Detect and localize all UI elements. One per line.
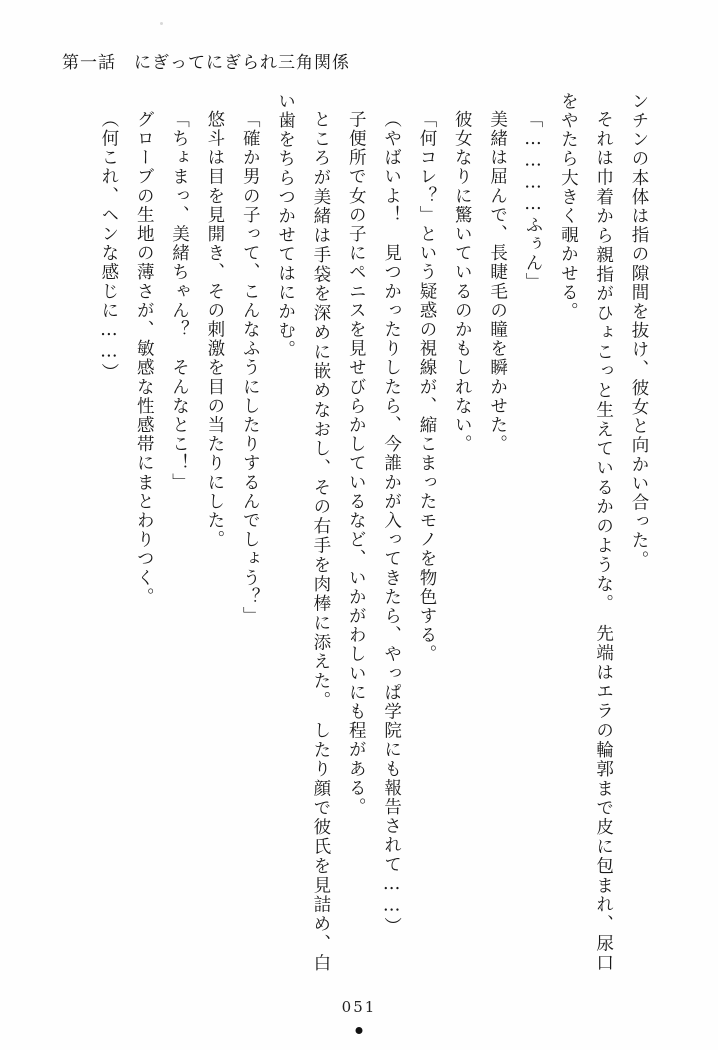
paragraph: 「ちょまっ、美緒ちゃん？ そんなとこ！」 <box>169 109 190 492</box>
paragraph: 彼女なりに驚いているのかもしれない。 <box>452 109 473 454</box>
paragraph: 「確か男の子って、こんなふうにしたりするんでしょう？」 <box>240 109 261 626</box>
scan-speck <box>160 22 163 25</box>
paragraph: 子便所で女の子にペニスを見せびらかしているなど、いかがわしいにも程がある。 <box>346 109 367 817</box>
chapter-number: 第一話 <box>62 53 116 73</box>
paragraph: 悠斗は目を見開き、その刺激を目の当たりにした。 <box>204 109 225 549</box>
chapter-title: にぎってにぎられ三角関係 <box>134 53 350 73</box>
paragraph: 「…………ふぅん」 <box>522 109 543 292</box>
paragraph: （やばいよ！ 見つかったりしたら、今誰かが入ってきたら、やっぱ学院にも報告されて……） <box>381 109 402 936</box>
paragraph: 「何コレ？」という疑惑の視線が、縮こまったモノを物色する。 <box>416 109 437 664</box>
paragraph: 美緒は屈んで、長睫毛の瞳を瞬かせた。 <box>487 109 508 454</box>
paragraph: ンチンの本体は指の隙間を抜け、彼女と向かい合った。 <box>629 92 649 570</box>
paragraph: グローブの生地の薄さが、敏感な性感帯にまとわりつく。 <box>134 109 155 607</box>
page-header <box>62 48 350 73</box>
page-number: 051 <box>341 998 377 1016</box>
paragraph: ところが美緒は手袋を深めに嵌めなおし、その右手を肉棒に添えた。 したり顔で彼氏を見詰め、白い歯をちらつかせてはにかむ。 <box>275 92 331 972</box>
footer-dot-ornament <box>356 1027 363 1034</box>
page-body-text <box>56 92 656 972</box>
paragraph: （何これ、ヘンな感じに……） <box>98 109 119 382</box>
paragraph: それは巾着から親指がひょこっと生えているかのような。 先端はエラの輪郭まで皮に包まれ、尿口をやたら大きく覗かせる。 <box>558 92 614 972</box>
